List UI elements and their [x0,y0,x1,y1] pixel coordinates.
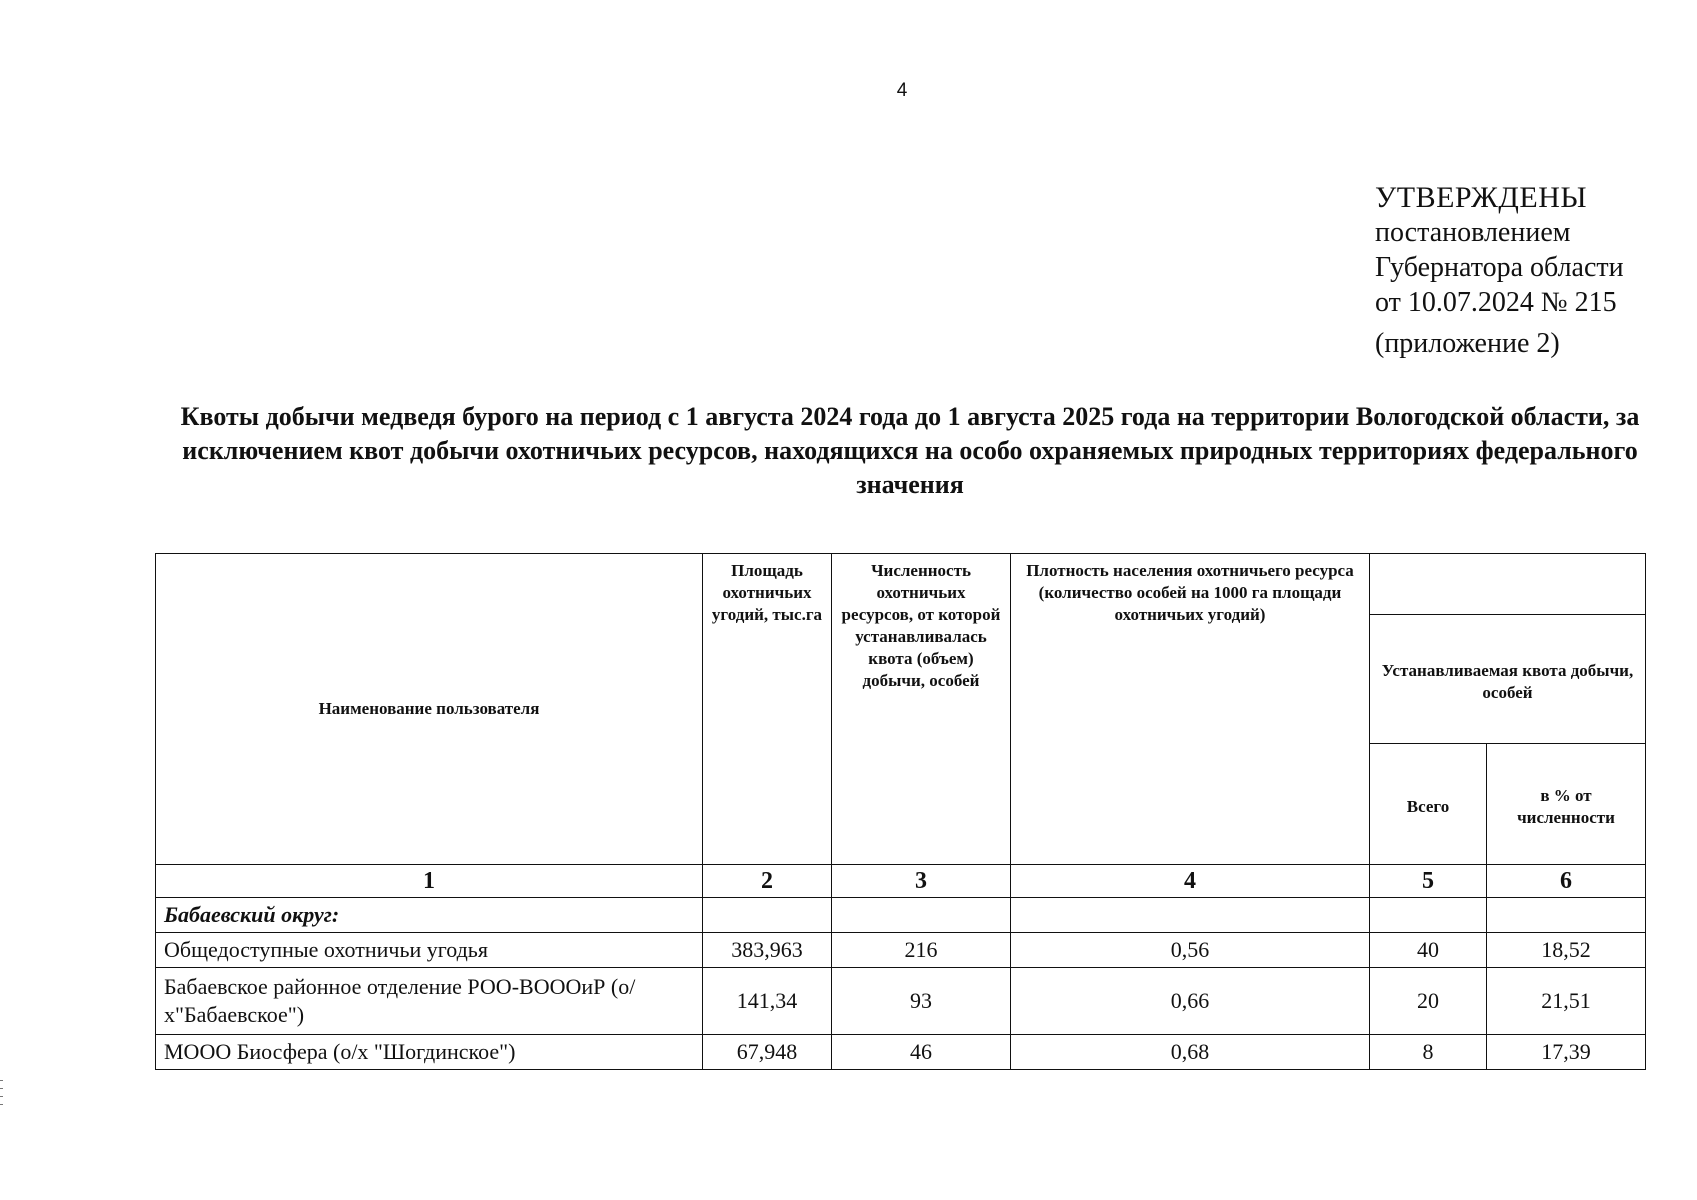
quota-total-cell: 8 [1370,1035,1487,1070]
column-number: 4 [1011,865,1370,898]
empty-cell [703,898,832,933]
page-number: 4 [896,80,908,101]
header-quota-top [1370,554,1646,615]
density-cell: 0,68 [1011,1035,1370,1070]
quota-percent-cell: 17,39 [1487,1035,1646,1070]
area-cell: 67,948 [703,1035,832,1070]
header-quota: Устанавливаемая квота добычи, особей [1370,615,1646,744]
table-row [156,968,1646,1035]
population-cell: 216 [832,933,1011,968]
header-population: Численность охотничьих ресурсов, от которой устанавливалась квота (объем) добычи, особей [832,554,1011,865]
scan-artifact [0,1104,3,1105]
approval-line-2: Губернатора области [1375,252,1624,283]
column-number-row [156,865,1646,898]
table-row [156,1035,1646,1070]
scan-artifact [0,1096,3,1097]
document-title: Квоты добычи медведя бурого на период с 1 августа 2024 года до 1 августа 2025 года на территории Вологодской области, за исключением квот добычи охотничьих ресурсов, находящихся на особо охраняемых природных территориях федерального значения [180,402,1640,499]
population-cell: 93 [832,968,1011,1035]
scan-artifact [0,1080,3,1081]
approval-block [1375,180,1624,361]
header-quota-total: Всего [1370,744,1487,865]
approval-stamp: УТВЕРЖДЕНЫ [1375,181,1588,214]
approval-line-3: от 10.07.2024 № 215 [1375,287,1617,318]
population-cell: 46 [832,1035,1011,1070]
header-quota-percent: в % от численности [1487,744,1646,865]
header-area: Площадь охотничьих угодий, тыс.га [703,554,832,865]
quota-percent-cell: 18,52 [1487,933,1646,968]
table-row [156,933,1646,968]
quota-total-cell: 20 [1370,968,1487,1035]
empty-cell [1370,898,1487,933]
user-name-cell: МООО Биосфера (о/х "Шогдинское") [156,1035,703,1070]
scan-artifact [0,1088,3,1089]
density-cell: 0,66 [1011,968,1370,1035]
column-number: 3 [832,865,1011,898]
area-cell: 141,34 [703,968,832,1035]
empty-cell [832,898,1011,933]
user-name-cell: Общедоступные охотничьи угодья [156,933,703,968]
district-row [156,898,1646,933]
quota-percent-cell: 21,51 [1487,968,1646,1035]
empty-cell [1011,898,1370,933]
column-number: 2 [703,865,832,898]
area-cell: 383,963 [703,933,832,968]
header-density: Плотность населения охотничьего ресурса (количество особей на 1000 га площади охотничьих угодий) [1011,554,1370,865]
quota-table [155,553,1646,1070]
quota-total-cell: 40 [1370,933,1487,968]
user-name-cell: Бабаевское районное отделение РОО-ВОООиР (о/х"Бабаевское") [156,968,703,1035]
column-number: 1 [156,865,703,898]
district-label: Бабаевский округ: [156,898,703,933]
column-number: 5 [1370,865,1487,898]
approval-annex: (приложение 2) [1375,328,1560,359]
table-header-row [156,554,1646,615]
empty-cell [1487,898,1646,933]
approval-line-1: постановлением [1375,217,1571,248]
header-name: Наименование пользователя [156,554,703,865]
density-cell: 0,56 [1011,933,1370,968]
column-number: 6 [1487,865,1646,898]
